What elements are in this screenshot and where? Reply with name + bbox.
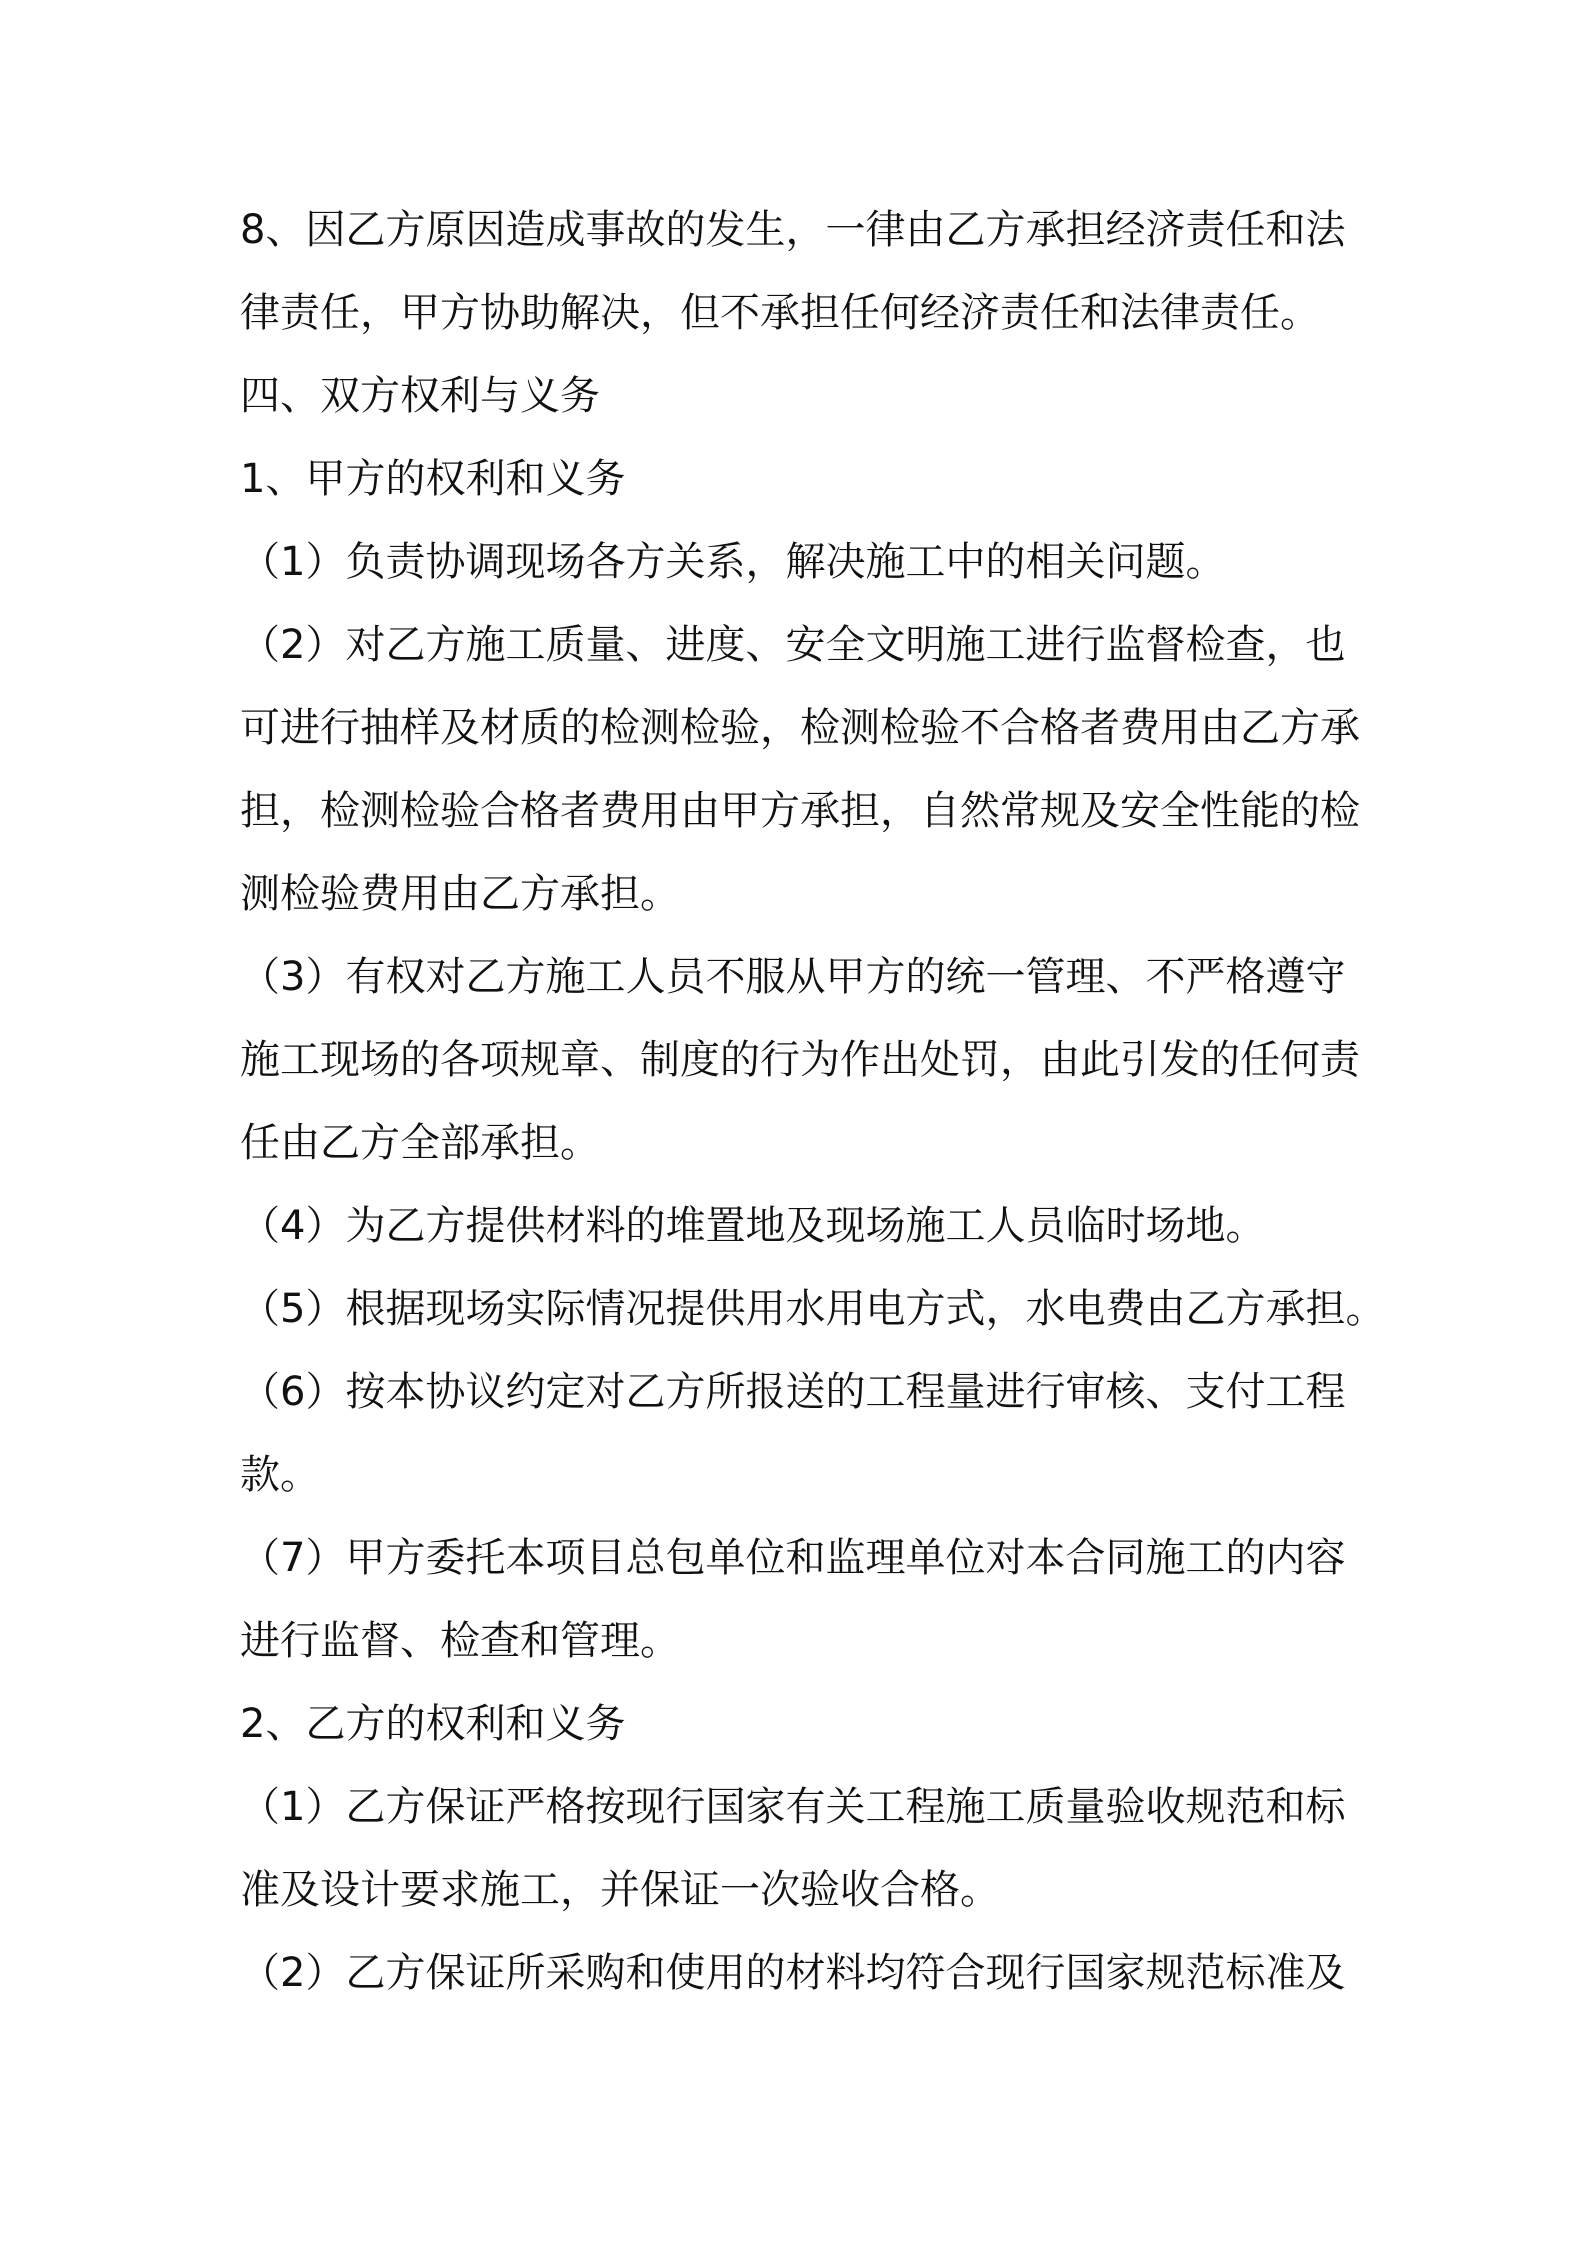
subsection-heading: 2、乙方的权利和义务 xyxy=(240,1701,626,1747)
subsection-heading: 1、甲方的权利和义务 xyxy=(240,456,626,502)
text-line: （2）对乙方施工质量、进度、安全文明施工进行监督检查，也 xyxy=(240,622,1346,668)
text-line: 进行监督、检查和管理。 xyxy=(240,1618,680,1664)
text-line: 任由乙方全部承担。 xyxy=(240,1120,600,1166)
text-line: （1）负责协调现场各方关系，解决施工中的相关问题。 xyxy=(240,539,1226,585)
text-line: 可进行抽样及材质的检测检验，检测检验不合格者费用由乙方承 xyxy=(240,705,1360,751)
text-line: 款。 xyxy=(240,1452,320,1498)
text-line: 测检验费用由乙方承担。 xyxy=(240,871,680,917)
text-line: （4）为乙方提供材料的堆置地及现场施工人员临时场地。 xyxy=(240,1203,1266,1249)
text-line: 律责任，甲方协助解决，但不承担任何经济责任和法律责任。 xyxy=(240,290,1320,336)
text-line: （3）有权对乙方施工人员不服从甲方的统一管理、不严格遵守 xyxy=(240,954,1346,1000)
section-heading: 四、双方权利与义务 xyxy=(240,373,600,419)
text-line: 施工现场的各项规章、制度的行为作出处罚，由此引发的任何责 xyxy=(240,1037,1360,1083)
text-line: 担，检测检验合格者费用由甲方承担，自然常规及安全性能的检 xyxy=(240,788,1360,834)
text-line: 准及设计要求施工，并保证一次验收合格。 xyxy=(240,1867,1000,1913)
text-line: （7）甲方委托本项目总包单位和监理单位对本合同施工的内容 xyxy=(240,1535,1346,1581)
text-line: 8、因乙方原因造成事故的发生，一律由乙方承担经济责任和法 xyxy=(240,207,1346,253)
text-line: （5）根据现场实际情况提供用水用电方式，水电费由乙方承担。 xyxy=(240,1286,1386,1332)
text-line: （6）按本协议约定对乙方所报送的工程量进行审核、支付工程 xyxy=(240,1369,1346,1415)
text-line: （2）乙方保证所采购和使用的材料均符合现行国家规范标准及 xyxy=(240,1950,1346,1996)
text-line: （1）乙方保证严格按现行国家有关工程施工质量验收规范和标 xyxy=(240,1784,1346,1830)
